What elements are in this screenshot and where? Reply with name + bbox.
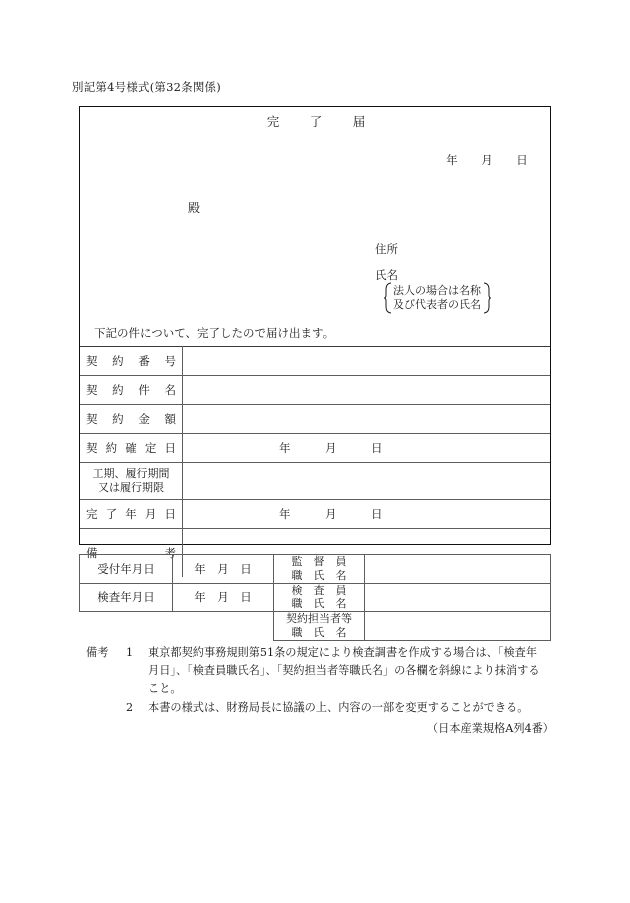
row-value-receipt-date[interactable]: 年 月 日 — [173, 555, 274, 584]
paper-standard-note: （日本産業規格A列4番） — [426, 721, 554, 735]
footnote-1-line-2: 月日」、「検査員職氏名」、「契約担当者等職氏名」の各欄を斜線により抹消する — [148, 664, 540, 678]
label-text-line-2: 又は履行期限 — [98, 481, 164, 494]
bracket-right-icon — [482, 282, 491, 314]
footnotes-section — [86, 644, 556, 738]
corporate-note-lines — [392, 282, 482, 314]
row-label-inspector — [274, 583, 365, 612]
corporate-note-line-2: 及び代表者の氏名 — [393, 298, 481, 312]
footnote-item-2 — [86, 699, 556, 717]
empty-cell-date — [173, 612, 274, 641]
row-value-inspector-name[interactable] — [365, 583, 551, 612]
date-placeholder-text: 年 月 日 — [279, 441, 383, 455]
footnote-number-1: 1 — [126, 646, 134, 659]
table-row — [80, 376, 550, 405]
inspector-title-line-1: 検 査 員 — [291, 583, 347, 597]
footnote-1-line-3: こと。 — [148, 682, 182, 696]
bracket-left-icon — [383, 282, 392, 314]
label-text: 契約金額 — [86, 412, 176, 426]
label-text: 完了年月日 — [86, 507, 176, 521]
row-label-contract-amount — [80, 405, 183, 434]
row-value-contract-confirm-date[interactable] — [183, 434, 551, 463]
label-text-line-1: 工期、履行期間 — [92, 466, 170, 480]
row-value-inspection-date[interactable]: 年 月 日 — [173, 583, 274, 612]
footnote-2-line-1: 本書の様式は、財務局長に協議の上、内容の一部を変更することができる。 — [148, 701, 529, 715]
table-row — [80, 405, 550, 434]
main-form-box — [79, 106, 551, 560]
row-label-contract-number — [80, 347, 183, 376]
supervisor-title-line-2: 職 氏 名 — [291, 568, 347, 582]
inspector-title-line-2: 職 氏 名 — [291, 597, 347, 611]
table-row — [80, 434, 550, 463]
row-value-contract-number[interactable] — [183, 347, 551, 376]
submission-date-field — [446, 152, 528, 168]
row-label-receipt-date: 受付年月日 — [80, 555, 173, 584]
corporate-note-line-1: 法人の場合は名称 — [393, 283, 481, 297]
footnote-1-line-1: 東京都契約事務規則第51条の規定により検査調書を作成する場合は、「検査年 — [148, 646, 538, 659]
row-value-completion-date[interactable] — [183, 500, 551, 529]
label-text: 契約確定日 — [86, 441, 176, 455]
contract-officer-title-line-1: 契約担当者等 — [286, 612, 352, 625]
table-row — [80, 555, 551, 584]
submission-date-text: 年 月 日 — [446, 153, 528, 167]
row-label-contract-officer — [274, 612, 365, 641]
label-text: 契約件名 — [86, 383, 176, 397]
footnote-number-2: 2 — [126, 701, 134, 715]
table-row — [80, 500, 550, 529]
name-label: 氏名 — [375, 268, 398, 283]
row-label-completion-date — [80, 500, 183, 529]
row-label-contract-confirm-date — [80, 434, 183, 463]
table-row — [80, 347, 550, 376]
label-text: 契約番号 — [86, 354, 176, 368]
supervisor-title-line-1: 監 督 員 — [291, 555, 347, 568]
contract-officer-title-line-2: 職 氏 名 — [291, 625, 347, 639]
footnote-item-1 — [86, 644, 556, 662]
submitter-party-block — [375, 243, 491, 314]
document-title: 完 了 届 — [266, 114, 375, 129]
empty-cell-left — [80, 612, 173, 641]
row-label-supervisor — [274, 555, 365, 584]
declaration-statement: 下記の件について、完了したので届け出ます。 — [94, 326, 335, 340]
date-placeholder-text: 年 月 日 — [279, 507, 383, 521]
row-value-work-period[interactable] — [183, 463, 551, 500]
row-value-contract-title[interactable] — [183, 376, 551, 405]
row-value-contract-amount[interactable] — [183, 405, 551, 434]
table-row — [80, 583, 551, 612]
form-number-heading: 別記第4号様式(第32条関係) — [72, 80, 221, 94]
row-value-contract-officer-name[interactable] — [365, 612, 551, 641]
address-label: 住所 — [375, 242, 398, 256]
acceptance-inspection-table — [79, 554, 551, 641]
corporate-name-note — [383, 282, 491, 314]
table-row — [80, 463, 550, 500]
row-value-supervisor-name[interactable] — [365, 555, 551, 584]
label-text: 備考 — [86, 546, 176, 560]
row-label-work-period — [80, 463, 183, 500]
addressee-honorific: 殿 — [188, 201, 201, 215]
row-label-inspection-date: 検査年月日 — [80, 583, 173, 612]
row-label-contract-title — [80, 376, 183, 405]
footnotes-label: 備考 — [86, 646, 109, 659]
table-row — [80, 612, 551, 641]
contract-details-table — [80, 346, 550, 577]
